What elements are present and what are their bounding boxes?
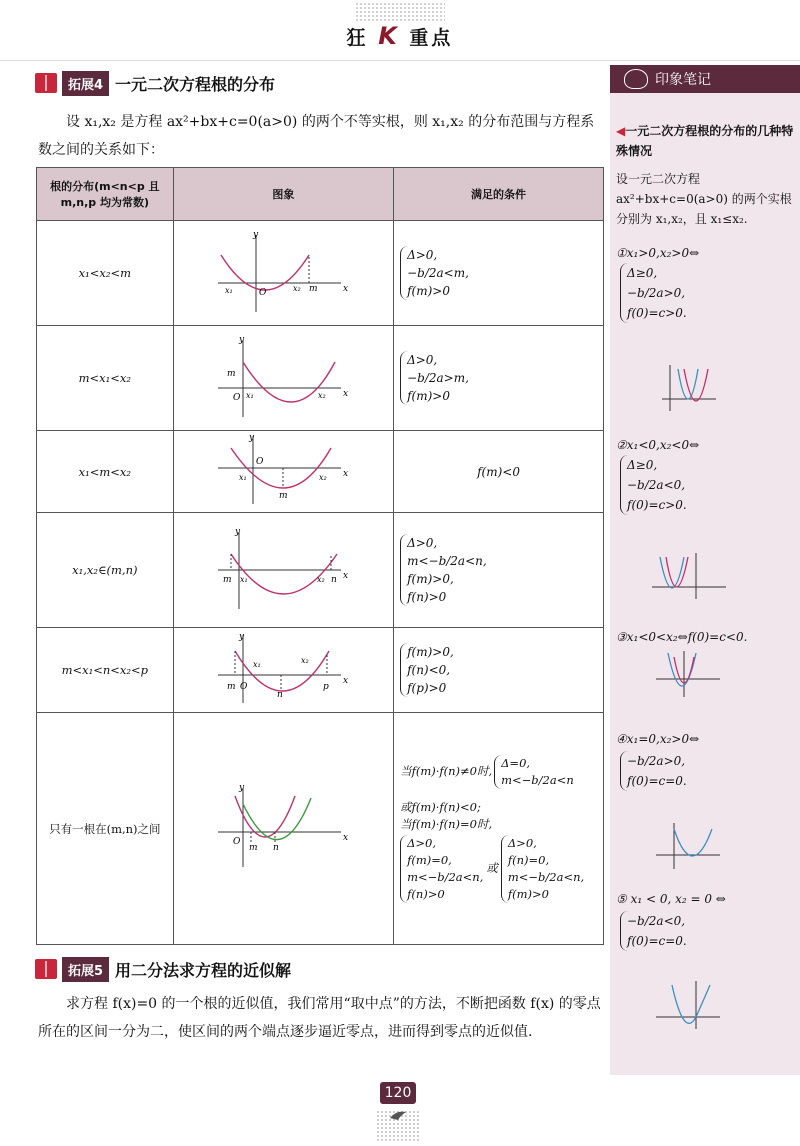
cond-cell: 当f(m)·f(n)≠0时, Δ=0, m<−b/2a<n 或f(m)·f(n)<0; 当f(m)·f(n)=0时, Δ>0, f(m)=0, m<−b/2a<n, f(n)>0 或 Δ>0, f(n)=0, m<−b/2a<n, f(m)>0 [394,713,604,945]
col-header-graph: 图象 [173,168,393,221]
col-header-cond: 满足的条件 [394,168,604,221]
cond-cell: f(m)>0, f(n)<0, f(p)>0 [394,628,604,713]
svg-text:m: m [227,681,236,692]
graph-cell [173,628,393,713]
svg-text:O: O [256,457,264,467]
graph-cell [173,326,393,431]
svg-text:x₁: x₁ [239,473,248,482]
graph-cell [173,431,393,513]
svg-text:O: O [240,681,248,692]
svg-text:n: n [277,689,284,700]
graph-cell [173,513,393,628]
svg-text:x₁: x₁ [240,574,249,584]
section4-intro: 设 x₁,x₂ 是方程 ax²+bx+c=0(a>0) 的两个不等实根，则 x₁,x₂ 的分布范围与方程系数之间的关系如下： [38,114,595,158]
table-row [37,326,604,431]
sidebar-notes: 印象笔记 ◀一元二次方程根的分布的几种特殊情况 设一元二次方程 ax²+bx+c=0(a>0) 的两个实根分别为 x₁,x₂，且 x₁≤x₂. ①x₁>0,x₂>0⇔ Δ≥0, −b/2a>0, f(0)=c>0. ②x₁<0,x₂<0⇔ Δ≥0, −b/2a<0, f(0)=c>0. ③x₁<0<x₂⇔f(0)=c<0. ④x₁=0,x₂>0⇔ −b/2a>0, f(0)=c=0. ⑤ x₁ < 0, x₂ = 0 ⇔ −b/2a<0, f(0)=c=0. [610,65,800,1075]
sidebar-title: 印象笔记 [655,72,711,88]
case1-title: ①x₁>0,x₂>0⇔ [616,246,700,260]
svg-text:x₂: x₂ [301,655,310,665]
svg-text:n: n [273,843,280,853]
case1-graph [660,363,720,413]
svg-text:p: p [323,681,330,692]
svg-text:x₂: x₂ [317,574,326,584]
dist-cell: x₁<m<x₂ [37,431,174,513]
sidebar-header [610,65,800,93]
svg-text:n: n [331,574,338,585]
section5-title: 用二分法求方程的近似解 [115,960,292,980]
case2-graph [650,551,730,601]
page-header [0,0,800,55]
graph-m-label: m [309,283,318,294]
parabola-graph-5 [213,631,353,707]
bird-icon [388,1108,408,1122]
svg-text:x: x [343,675,349,686]
svg-text:y: y [249,433,255,443]
svg-text:x₂: x₂ [319,473,328,482]
section5-text: 求方程 f(x)=0 的一个根的近似值，我们常用“取中点”的方法，不断把函数 f(x) 的零点所在的区间一分为二，使区间的两个端点逐步逼近零点，进而得到零点的近似值. [38,996,601,1040]
cond-cell [394,221,604,326]
cond-cell: Δ>0, −b/2a>m, f(m)>0 [394,326,604,431]
sidebar-heading: ◀一元二次方程根的分布的几种特殊情况 [616,124,794,158]
cond-cell: f(m)<0 [394,431,604,513]
case5-graph [654,979,724,1031]
dist-cell: m<x₁<n<x₂<p [37,628,174,713]
section5-heading [35,956,291,982]
section4-heading [35,70,275,96]
table-row [37,713,604,945]
section5-tag: 拓展5 [62,957,109,982]
section4-title: 一元二次方程根的分布 [115,74,276,94]
table-row [37,513,604,628]
dist-cell: 只有一根在(m,n)之间 [37,713,174,945]
svg-text:x: x [343,388,349,399]
book-icon [35,73,57,93]
triangle-icon: ◀ [616,124,626,138]
svg-text:y: y [239,334,245,345]
svg-text:m: m [279,491,288,501]
cond-system: Δ>0, −b/2a<m, f(m)>0 [400,246,469,300]
brand-logo: 狂 K 重点 [346,22,454,50]
graph-cell [173,713,393,945]
svg-text:y: y [239,783,245,793]
header-dots [355,2,445,22]
svg-text:x: x [343,469,349,479]
graph-x-label: x [343,283,349,294]
table-row [37,628,604,713]
svg-text:y: y [235,526,241,537]
parabola-graph-3 [213,432,353,508]
case3-graph [654,649,724,699]
svg-text:x: x [343,570,349,581]
roots-table [36,167,604,945]
graph-x1-label: x₁ [225,285,234,295]
sidebar-intro: 设一元二次方程 ax²+bx+c=0(a>0) 的两个实根分别为 x₁,x₂，且 x₁≤x₂. [616,172,792,226]
header-rule [0,60,800,61]
parabola-graph-2 [213,332,353,422]
parabola-graph-6 [213,782,353,872]
graph-y-label: y [253,229,259,240]
graph-o-label: O [259,287,267,298]
svg-text:m: m [227,368,236,379]
section4-tag: 拓展4 [62,71,109,96]
cond-cell: Δ>0, m<−b/2a<n, f(m)>0, f(n)>0 [394,513,604,628]
table-header-row [37,168,604,221]
table-row [37,431,604,513]
book-icon [35,959,57,979]
svg-text:O: O [233,837,241,847]
case2-title: ②x₁<0,x₂<0⇔ [616,438,700,452]
dist-cell: x₁,x₂∈(m,n) [37,513,174,628]
svg-text:x₁: x₁ [246,390,255,400]
svg-text:O: O [233,392,241,403]
svg-text:y: y [239,631,245,642]
svg-text:m: m [223,574,232,585]
case4-graph [654,821,724,871]
svg-text:m: m [249,843,258,853]
col-header-dist: 根的分布(m<n<p 且 m,n,p 均为常数) [37,168,174,221]
svg-text:x₂: x₂ [318,390,327,400]
parabola-graph-1 [213,227,353,317]
dist-cell: x₁<x₂<m [37,221,174,326]
table-row [37,221,604,326]
snail-icon [624,69,648,89]
dist-cell: m<x₁<x₂ [37,326,174,431]
svg-text:x₁: x₁ [253,659,262,669]
graph-x2-label: x₂ [293,283,302,293]
page-number: 120 [380,1082,416,1104]
svg-text:x: x [343,833,349,843]
case5-title: ⑤ x₁ < 0, x₂ = 0 ⇔ [616,892,726,906]
graph-cell [173,221,393,326]
case4-title: ④x₁=0,x₂>0⇔ [616,732,700,746]
parabola-graph-4 [213,524,353,614]
case3-title: ③x₁<0<x₂⇔f(0)=c<0. [616,630,748,644]
